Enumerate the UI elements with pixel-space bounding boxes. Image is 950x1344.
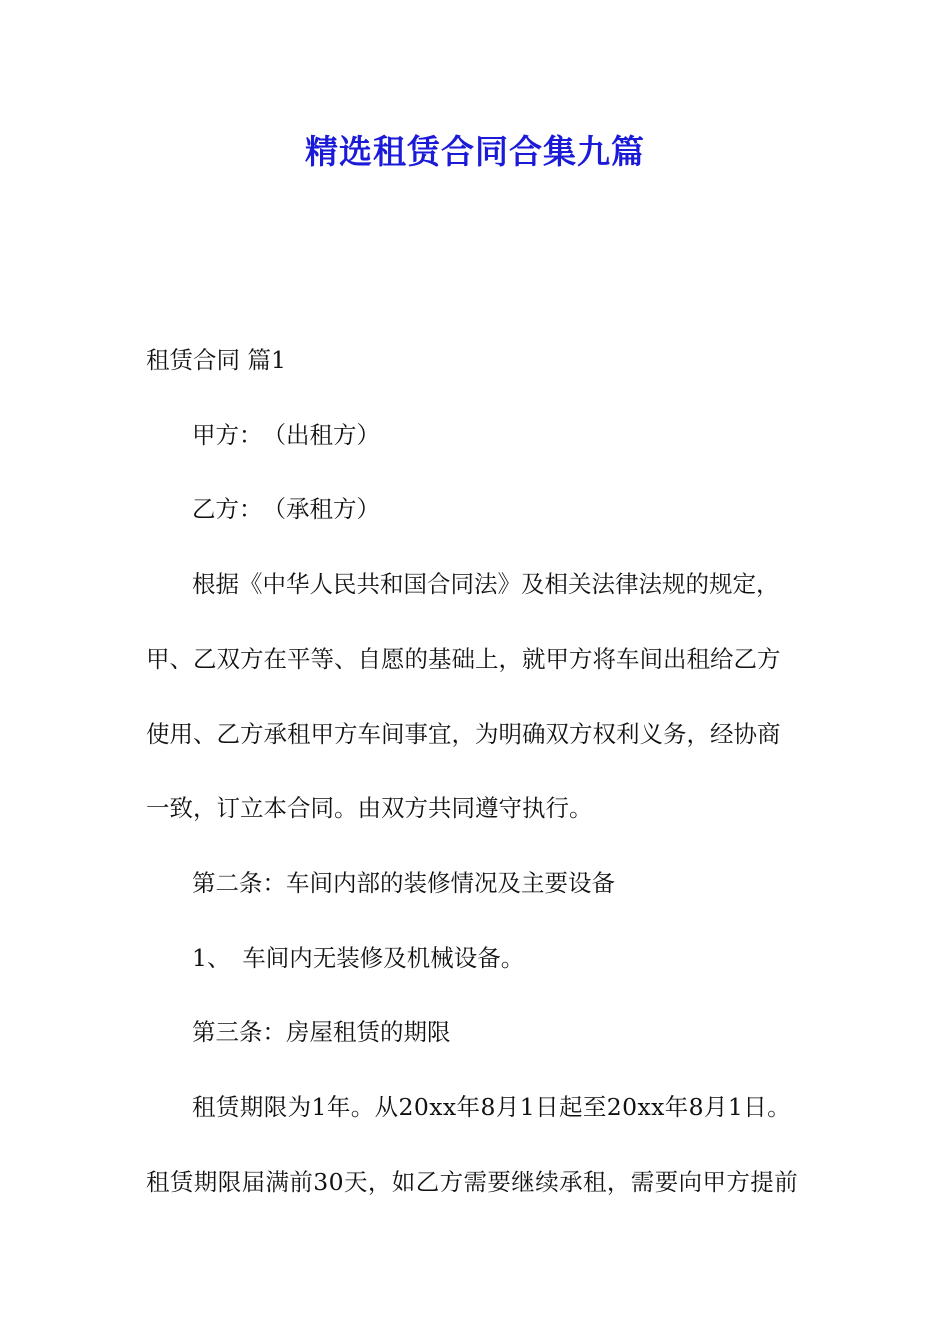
party-a-line: 甲方： （出租方） xyxy=(192,421,380,449)
paragraph-line: 使用、乙方承租甲方车间事宜，为明确双方权利义务，经协商 xyxy=(146,720,781,748)
document-title: 精选租赁合同合集九篇 xyxy=(305,132,645,171)
paragraph-line: 甲、乙双方在平等、自愿的基础上，就甲方将车间出租给乙方 xyxy=(146,645,781,673)
paragraph-line: 租赁期限为1年。从20xx年8月1日起至20xx年8月1日。 xyxy=(192,1093,792,1121)
party-b-line: 乙方： （承租方） xyxy=(192,495,380,523)
section-heading: 租赁合同 篇1 xyxy=(146,346,286,374)
article-2-item-1: 1、 车间内无装修及机械设备。 xyxy=(192,944,525,972)
paragraph-line: 租赁期限届满前30天，如乙方需要继续承租，需要向甲方提前 xyxy=(146,1168,799,1196)
article-2-heading: 第二条：车间内部的装修情况及主要设备 xyxy=(192,869,615,897)
paragraph-line: 根据《中华人民共和国合同法》及相关法律法规的规定， xyxy=(192,570,780,598)
paragraph-line: 一致，订立本合同。由双方共同遵守执行。 xyxy=(146,794,593,822)
article-3-heading: 第三条：房屋租赁的期限 xyxy=(192,1018,451,1046)
